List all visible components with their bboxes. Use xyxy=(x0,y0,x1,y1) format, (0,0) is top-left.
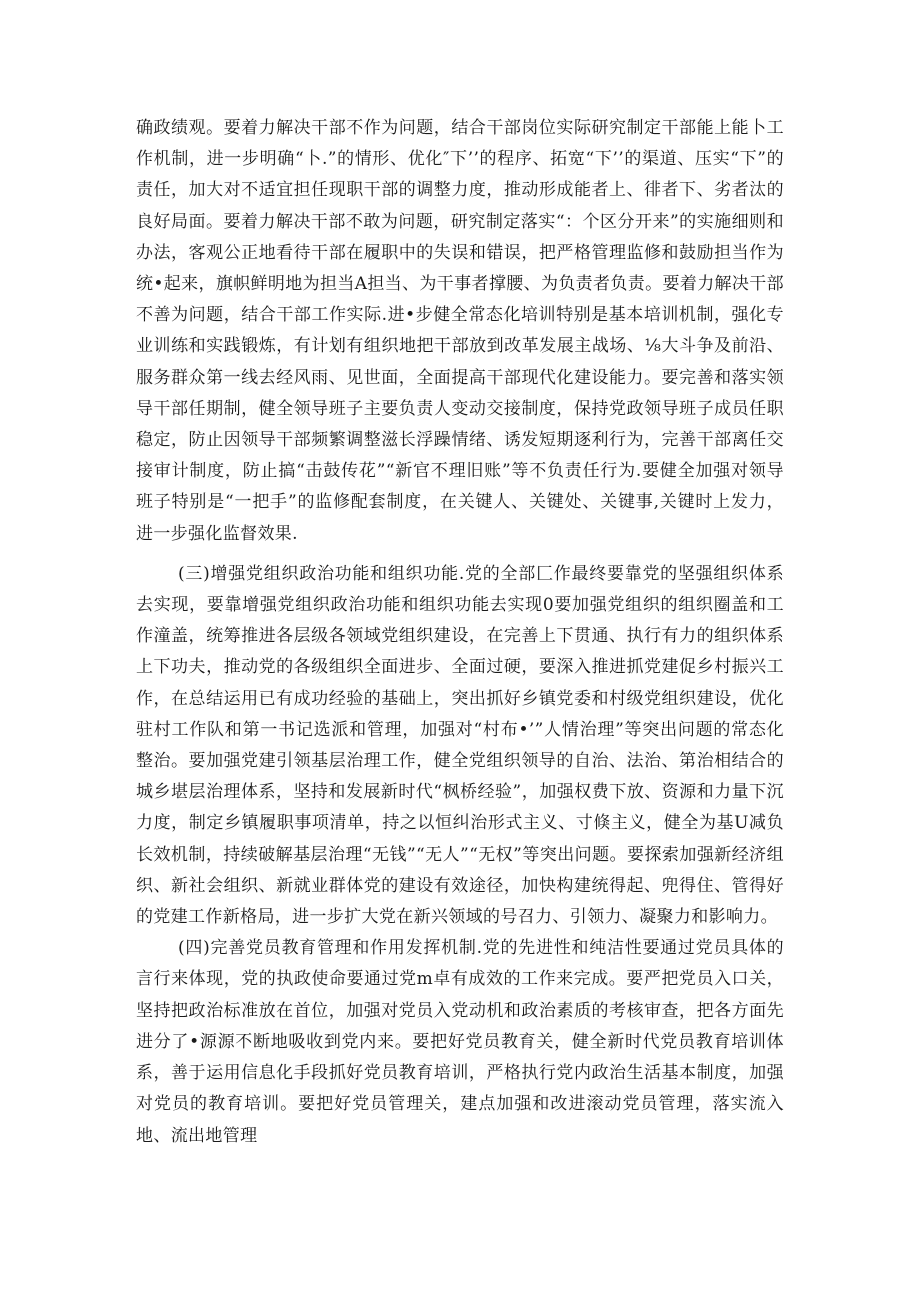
paragraph-party-member-education: (四)完善党员教育管理和作用发挥机制.党的先进性和纯洁性要通过党员具体的言行来体现，党的执政使命要通过党m卓有成效的工作来完成。要严把党员入口关，坚持把政治标准放在首位，加强对党员入党动机和政治素质的考核审查，把各方面先进分了•源源不断地吸收到党内来。要把好党员教育关，健全新时代党员教育培训体系，善于运用信息化手段抓好党员教育培训，严格执行党内政治生活基本制度，加强对党员的教育培训。要把好党员管理关，建点加强和改进滚动党员管理，落实流入地、流出地管理 xyxy=(136,938,784,1146)
document-body xyxy=(136,113,784,1152)
paragraph-party-organization: (三)增强党组织政治功能和组织功能.党的全部匚作最终要靠党的坚强组织体系去实现，要靠增强党组织政治功能和组织功能去实现0要加强党组织的组织圈盖和工作潼盖，统筹推进各层级各领域党组织建设，在完善上下贯通、执行有力的组织体系上下功夫，推动党的各级组织全面进步、全面过硬，要深入推进抓党建促乡村振兴工作，在总结运用已有成功经验的基础上，突出抓好乡镇党委和村级党组织建设，优化驻村工作队和第一书记选派和管理，加强对“村布•’”人情治理”等突出问题的常态化整治。要加强党建引领基层治理工作，健全党组织领导的自治、法治、第治相结合的城乡堪层治理体系，坚持和发展新时代“枫桥经验”，加强权费下放、资源和力量下沉力度，制定乡镇履职事项清单，持之以恒纠治形式主义、寸倏主义，健全为基U减负长效机制，持续破解基层治理“无钱”“无人”“无权”等突出问题。要探索加强新经济组织、新社会组织、新就业群体党的建设有效途径，加快构建统得起、兜得住、管得好的党建工作新格局，进一步扩大党在新兴领域的号召力、引领力、凝聚力和影响力。 xyxy=(136,563,784,928)
paragraph-cadre-management: 确政绩观。要着力解决干部不作为问题，结合干部岗位实际研究制定干部能上能卜工作机制，进一步明确“卜.”的情形、优化″下’’的程序、拓宽“下’’的渠道、压实“下”的责任，加大对不适宜担任现职干部的调整力度，推动形成能者上、徘者下、劣者汰的良好局面。要着力解决干部不敢为问题，研究制定落实“：个区分开来”的实施细则和办法，客观公正地看待干部在履职中的失误和错误，把严格管理监修和鼓励担当作为统•起来，旗帜鲜明地为担当A担当、为干事者撑腰、为负责者负责。要着力解决干部不善为问题，结合干部工作实际.进•步健全常态化培训特别是基本培训机制，强化专业训练和实践锻炼，有计划有组织地把干部放到改革发展主战场、⅛大斗争及前沿、服务群众第一线去经风雨、见世面，全面提高干部现代化建设能力。要完善和落实领导干部任期制，健全领导班子主要负责人变动交接制度，保持党政领导班子成员任职稳定，防止因领导干部频繁调整滋长浮躁情绪、诱发短期逐利行为，完善干部离任交接审计制度，防止搞“击鼓传花”“新官不理旧账”等不负责任行为.要健全加强对领导班子特别是“一把手”的监修配套制度，在关键人、关键处、关键事,关键时上发力，进一步强化监督效果. xyxy=(136,118,784,544)
